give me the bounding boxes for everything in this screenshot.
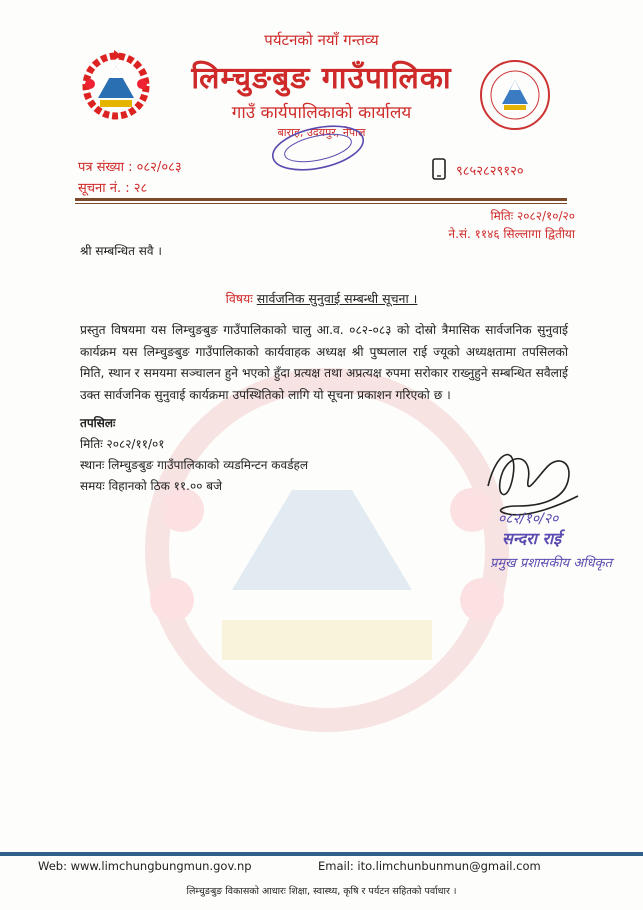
subject-line bbox=[0, 290, 643, 307]
notice-label: सूचना नं. : bbox=[78, 181, 130, 196]
schedule-time: समयः विहानको ठिक ११.०० बजे bbox=[80, 479, 223, 493]
signatory-title: प्रमुख प्रशासकीय अधिकृत bbox=[490, 556, 613, 571]
signatory-name: सन्दरा राई bbox=[502, 529, 562, 548]
watermark-emblem bbox=[112, 360, 542, 740]
office-address: बाराह, उदयपुर, नेपाल bbox=[277, 126, 366, 139]
header-divider bbox=[75, 198, 567, 201]
subject-text: सार्वजनिक सुनुवाई सम्बन्धी सूचना । bbox=[256, 291, 418, 306]
municipality-title: लिम्चुङबुङ गाउँपालिका bbox=[191, 61, 452, 96]
header-divider-thin bbox=[75, 203, 567, 204]
footer-website[interactable]: Web: www.limchungbungmun.gov.np bbox=[38, 859, 252, 873]
signature-date: ०८२/१०/२० bbox=[498, 511, 559, 527]
footer-divider bbox=[0, 852, 643, 856]
office-subtitle: गाउँ कार्यपालिकाको कार्यालय bbox=[231, 103, 412, 123]
office-seal bbox=[478, 58, 552, 132]
phone-icon bbox=[432, 158, 446, 180]
tagline: पर्यटनको नयाँ गन्तव्य bbox=[264, 31, 379, 49]
notice-value: २८ bbox=[133, 181, 148, 196]
footer-email[interactable]: Email: ito.limchunbunmun@gmail.com bbox=[318, 859, 541, 873]
notice-number bbox=[78, 178, 147, 196]
reference-label: पत्र संख्या : bbox=[78, 160, 133, 175]
addressee: श्री सम्बन्धित सवै । bbox=[80, 244, 162, 258]
reference-value: ०८२/०८३ bbox=[136, 160, 182, 175]
office-stamp bbox=[258, 118, 378, 178]
footer-motto: लिम्चुङबुङ विकासको आधारः शिक्षा, स्वास्थ्य, कृषि र पर्यटन सहितको पर्वाधार । bbox=[186, 886, 457, 897]
schedule-date: मितिः २०८२/११/०१ bbox=[80, 437, 165, 451]
schedule-place: स्थानः लिम्चुङबुङ गाउँपालिकाको व्यडमिन्टन कवर्डहल bbox=[80, 458, 309, 472]
nepal-sambat-date: ने.सं. ११४६ सिल्लागा द्वितीया bbox=[448, 227, 575, 241]
subject-label: विषयः bbox=[225, 291, 253, 306]
schedule-heading: तपसिलः bbox=[80, 416, 116, 430]
notice-body: प्रस्तुत विषयमा यस लिम्चुङबुङ गाउँपालिकाको चालु आ.व. ०८२-०८३ को दोस्रो त्रैमासिक सार्वजनिक सुनुवाई कार्यक्रम यस लिम्चुङबुङ गाउँपालिकाको कार्यवाहक अध्यक्ष श्री पुष्पलाल राई ज्यूको अध्यक्षतामा तपसिलको मिति, स्थान र समयमा सञ्चालन हुने भएको हुँदा प्रत्यक्ष तथा अप्रत्यक्ष रुपमा सरोकार राख्नुहुने सम्बन्धित सवैलाई उक्त सार्वजनिक सुनुवाई कार्यक्रमा उपस्थितिको लागि यो सूचना प्रकाशन गरिएको छ । bbox=[80, 323, 568, 402]
phone-number: ९८५२८२९१२० bbox=[456, 164, 524, 179]
reference-number bbox=[78, 157, 182, 175]
municipality-emblem bbox=[78, 48, 154, 120]
letter-date: मितिः २०८२/१०/२० bbox=[490, 209, 575, 223]
